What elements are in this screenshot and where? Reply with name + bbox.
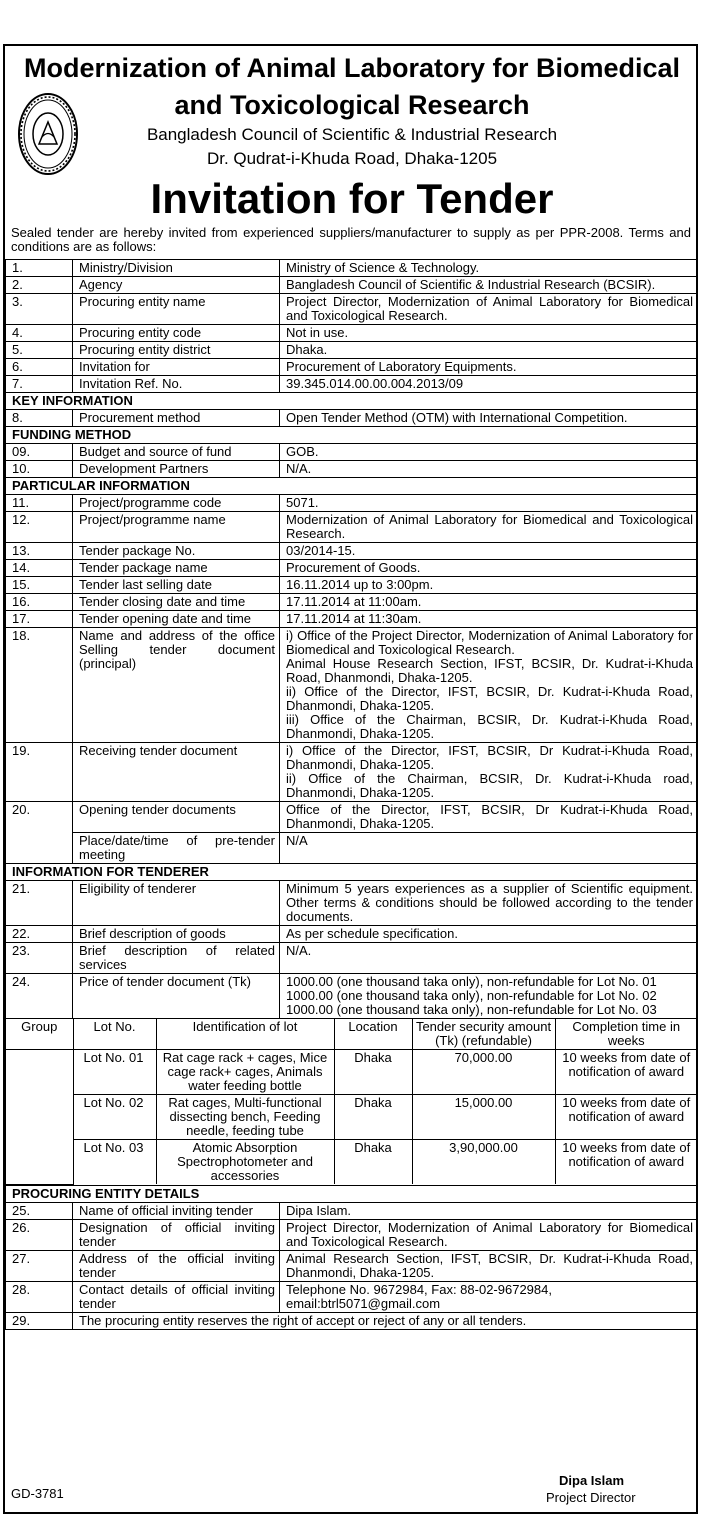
row-label: Name and address of the office Selling tender document (principal) [73, 628, 280, 743]
value-line: i) Office of the Director, IFST, BCSIR, Dr Kudrat-i-Khuda Road, Dhanmondi, Dhaka-1205. [286, 743, 693, 772]
row-28 [6, 1281, 698, 1312]
table-row [6, 543, 698, 560]
table-row [6, 943, 698, 974]
table-row [6, 926, 698, 943]
organization-name: Bangladesh Council of Scientific & Industrial Research [146, 125, 558, 144]
row-value: Ministry of Science & Technology. [280, 260, 698, 277]
row-number: 28. [6, 1281, 73, 1312]
row-number: 26. [6, 1219, 73, 1250]
lot-loc: Dhaka [334, 1050, 412, 1095]
row-label: Place/date/time of pre-tender meeting [73, 833, 280, 864]
intro-text: Sealed tender are hereby invited from experienced suppliers/manufacturer to supply as per PPR-2008. Terms and conditions are as follows: [11, 225, 691, 254]
row-label: Procuring entity district [73, 342, 280, 359]
row-value: 39.345.014.00.00.004.2013/09 [280, 376, 698, 393]
row-value [280, 743, 698, 802]
row-number: 7. [6, 376, 73, 393]
row-number: 19. [6, 743, 73, 802]
row-value: Procurement of Goods. [280, 560, 698, 577]
value-line: Telephone No. 9672984, Fax: 88-02-9672984, [286, 1281, 552, 1297]
row-label: Name of official inviting tender [73, 1202, 280, 1219]
page-title: Invitation for Tender [150, 175, 554, 222]
row-value: Dipa Islam. [280, 1202, 698, 1219]
lots-header-ident: Identification of lot [156, 1019, 334, 1050]
table-row [6, 611, 698, 628]
row-label: Development Partners [73, 461, 280, 478]
row-number: 5. [6, 342, 73, 359]
row-number: 12. [6, 512, 73, 543]
row-number: 17. [6, 611, 73, 628]
row-value: Project Director, Modernization of Animal Laboratory for Biomedical and Toxicological Research. [280, 294, 698, 325]
row-number: 22. [6, 926, 73, 943]
section-row [6, 1185, 698, 1202]
row-value [280, 974, 698, 1019]
lot-comp: 10 weeks from date of notification of award [555, 1095, 697, 1140]
row-label: Brief description of goods [73, 926, 280, 943]
row-label: Invitation for [73, 359, 280, 376]
row-value: Not in use. [280, 325, 698, 342]
section-procuring-entity-details: PROCURING ENTITY DETAILS [6, 1185, 698, 1202]
row-number: 14. [6, 560, 73, 577]
lot-sec: 15,000.00 [412, 1095, 555, 1140]
tender-table [5, 259, 698, 1330]
table-row [6, 376, 698, 393]
row-value: GOB. [280, 444, 698, 461]
lot-loc: Dhaka [334, 1095, 412, 1140]
row-label: Budget and source of fund [73, 444, 280, 461]
row-number: 15. [6, 577, 73, 594]
value-line: i) Office of the Project Director, Modernization of Animal Laboratory for Biomedical and Toxicological Research. [286, 628, 693, 657]
row-20b [6, 833, 698, 864]
row-value: 16.11.2014 up to 3:00pm. [280, 577, 698, 594]
lots-container [6, 1019, 698, 1186]
table-row [6, 410, 698, 427]
table-row [6, 1219, 698, 1250]
lot-row [6, 1095, 697, 1140]
table-row [6, 560, 698, 577]
row-label: Brief description of related services [73, 943, 280, 974]
signer-name: Dipa Islam [559, 1473, 625, 1488]
section-particular-information: PARTICULAR INFORMATION [6, 478, 698, 495]
table-row [6, 1202, 698, 1219]
row-label: Address of the official inviting tender [73, 1250, 280, 1281]
row-number: 4. [6, 325, 73, 342]
row-value: N/A. [280, 943, 698, 974]
value-line: iii) Office of the Chairman, BCSIR, Dr. Kudrat-i-Khuda Road, Dhanmondi, Dhaka-1205. [286, 712, 693, 741]
row-20 [6, 802, 698, 833]
table-row [6, 260, 698, 277]
row-number: 3. [6, 294, 73, 325]
table-row [6, 577, 698, 594]
section-key-information: KEY INFORMATION [6, 393, 698, 410]
value-line: email:btrl5071@gmail.com [286, 1295, 441, 1311]
row-value: 17.11.2014 at 11:30am. [280, 611, 698, 628]
row-label: Project/programme name [73, 512, 280, 543]
row-value [280, 628, 698, 743]
row-value: 17.11.2014 at 11:00am. [280, 594, 698, 611]
row-value: Bangladesh Council of Scientific & Industrial Research (BCSIR). [280, 277, 698, 294]
lots-header-group: Group [6, 1019, 73, 1050]
lot-ident: Rat cages, Multi-functional dissecting bench, Feeding needle, feeding tube [156, 1095, 334, 1140]
lot-group-cell [6, 1050, 73, 1185]
table-row [6, 512, 698, 543]
row-label: Ministry/Division [73, 260, 280, 277]
row-24 [6, 974, 698, 1019]
row-number: 18. [6, 628, 73, 743]
section-funding-method: FUNDING METHOD [6, 427, 698, 444]
row-value: 03/2014-15. [280, 543, 698, 560]
table-row [6, 277, 698, 294]
value-line: 1000.00 (one thousand taka only), non-refundable for Lot No. 02 [286, 988, 657, 1003]
row-number: 1. [6, 260, 73, 277]
row-value: Open Tender Method (OTM) with International Competition. [280, 410, 698, 427]
row-label: Project/programme code [73, 495, 280, 512]
row-label: Procuring entity name [73, 294, 280, 325]
section-row [6, 393, 698, 410]
row-number: 6. [6, 359, 73, 376]
row-number: 25. [6, 1202, 73, 1219]
section-row [6, 427, 698, 444]
row-value: Minimum 5 years experiences as a supplier of Scientific equipment. Other terms & conditions should be followed according to the tender documents. [280, 881, 698, 926]
value-line: 1000.00 (one thousand taka only), non-refundable for Lot No. 03 [286, 1002, 657, 1017]
table-row [6, 1250, 698, 1281]
table-row [6, 359, 698, 376]
table-row [6, 294, 698, 325]
row-number: 13. [6, 543, 73, 560]
lots-header-comp: Completion time in weeks [555, 1019, 697, 1050]
row-number: 27. [6, 1250, 73, 1281]
row-value: As per schedule specification. [280, 926, 698, 943]
lot-loc: Dhaka [334, 1140, 412, 1185]
row-label: Invitation Ref. No. [73, 376, 280, 393]
row-value [280, 1281, 698, 1312]
signer-designation: Project Director [546, 1490, 636, 1505]
lot-lot: Lot No. 02 [73, 1095, 156, 1140]
row-label: Designation of official inviting tender [73, 1219, 280, 1250]
row-number: 21. [6, 881, 73, 926]
table-row [6, 325, 698, 342]
lots-header [6, 1019, 697, 1050]
lot-ident: Rat cage rack + cages, Mice cage rack+ cages, Animals water feeding bottle [156, 1050, 334, 1095]
row-value: Dhaka. [280, 342, 698, 359]
header-title-line1: Modernization of Animal Laboratory for Biomedical [23, 53, 681, 83]
gd-code: GD-3781 [11, 1486, 64, 1501]
row-19 [6, 743, 698, 802]
table-row [6, 342, 698, 359]
section-row [6, 478, 698, 495]
row-value: N/A. [280, 461, 698, 478]
row-label: Tender last selling date [73, 577, 280, 594]
row-value: Modernization of Animal Laboratory for Biomedical and Toxicological Research. [280, 512, 698, 543]
lots-table [6, 1019, 697, 1185]
row-number: 23. [6, 943, 73, 974]
row-value: N/A [280, 833, 698, 864]
table-row [6, 881, 698, 926]
lot-comp: 10 weeks from date of notification of award [555, 1050, 697, 1095]
row-18 [6, 628, 698, 743]
row-number: 29. [6, 1312, 73, 1329]
row-label: Receiving tender document [73, 743, 280, 802]
lot-row [6, 1050, 697, 1095]
lot-lot: Lot No. 03 [73, 1140, 156, 1185]
row-29 [6, 1312, 698, 1329]
organization-address: Dr. Qudrat-i-Khuda Road, Dhaka-1205 [206, 149, 498, 168]
row-label: Tender package name [73, 560, 280, 577]
lots-header-loc: Location [334, 1019, 412, 1050]
row-value: Animal Research Section, IFST, BCSIR, Dr. Kudrat-i-Khuda Road, Dhanmondi, Dhaka-1205. [280, 1250, 698, 1281]
row-value: Office of the Director, IFST, BCSIR, Dr Kudrat-i-Khuda Road, Dhanmondi, Dhaka-1205. [280, 802, 698, 833]
row-label: Opening tender documents [73, 802, 280, 833]
row-label: Tender opening date and time [73, 611, 280, 628]
table-row [6, 594, 698, 611]
row-number: 20. [6, 802, 73, 864]
row-label: Eligibility of tenderer [73, 881, 280, 926]
row-label: Price of tender document (Tk) [73, 974, 280, 1019]
row-label: Procurement method [73, 410, 280, 427]
lot-ident: Atomic Absorption Spectrophotometer and accessories [156, 1140, 334, 1185]
lot-lot: Lot No. 01 [73, 1050, 156, 1095]
row-label: Tender package No. [73, 543, 280, 560]
value-line: 1000.00 (one thousand taka only), non-refundable for Lot No. 01 [286, 974, 657, 989]
row-label: Agency [73, 277, 280, 294]
row-number: 10. [6, 461, 73, 478]
row-number: 8. [6, 410, 73, 427]
row-label: Tender closing date and time [73, 594, 280, 611]
row-value: Procurement of Laboratory Equipments. [280, 359, 698, 376]
row-value: Project Director, Modernization of Animal Laboratory for Biomedical and Toxicological Research. [280, 1219, 698, 1250]
row-number: 09. [6, 444, 73, 461]
row-value: The procuring entity reserves the right of accept or reject of any or all tenders. [73, 1312, 698, 1329]
section-information-for-tenderer: INFORMATION FOR TENDERER [6, 864, 698, 881]
table-row [6, 495, 698, 512]
row-number: 11. [6, 495, 73, 512]
value-line: ii) Office of the Director, IFST, BCSIR, Dr. Kudrat-i-Khuda Road, Dhanmondi, Dhaka-1205. [286, 684, 693, 713]
row-value: 5071. [280, 495, 698, 512]
lot-row [6, 1140, 697, 1185]
lot-comp: 10 weeks from date of notification of award [555, 1140, 697, 1185]
row-number: 2. [6, 277, 73, 294]
lots-header-sec: Tender security amount (Tk) (refundable) [412, 1019, 555, 1050]
header-title-line2: and Toxicological Research [174, 90, 530, 120]
section-row [6, 864, 698, 881]
lots-header-lot: Lot No. [73, 1019, 156, 1050]
row-label: Contact details of official inviting tender [73, 1281, 280, 1312]
lot-sec: 3,90,000.00 [412, 1140, 555, 1185]
table-row [6, 444, 698, 461]
row-label: Procuring entity code [73, 325, 280, 342]
lots-row [6, 1019, 698, 1186]
value-line: ii) Office of the Chairman, BCSIR, Dr. Kudrat-i-Khuda road, Dhanmondi, Dhaka-1205. [286, 771, 693, 800]
row-number: 16. [6, 594, 73, 611]
lot-sec: 70,000.00 [412, 1050, 555, 1095]
table-row [6, 461, 698, 478]
row-number: 24. [6, 974, 73, 1019]
value-line: Animal House Research Section, IFST, BCSIR, Dr. Kudrat-i-Khuda Road, Dhanmondi, Dhaka-1205. [286, 656, 693, 685]
